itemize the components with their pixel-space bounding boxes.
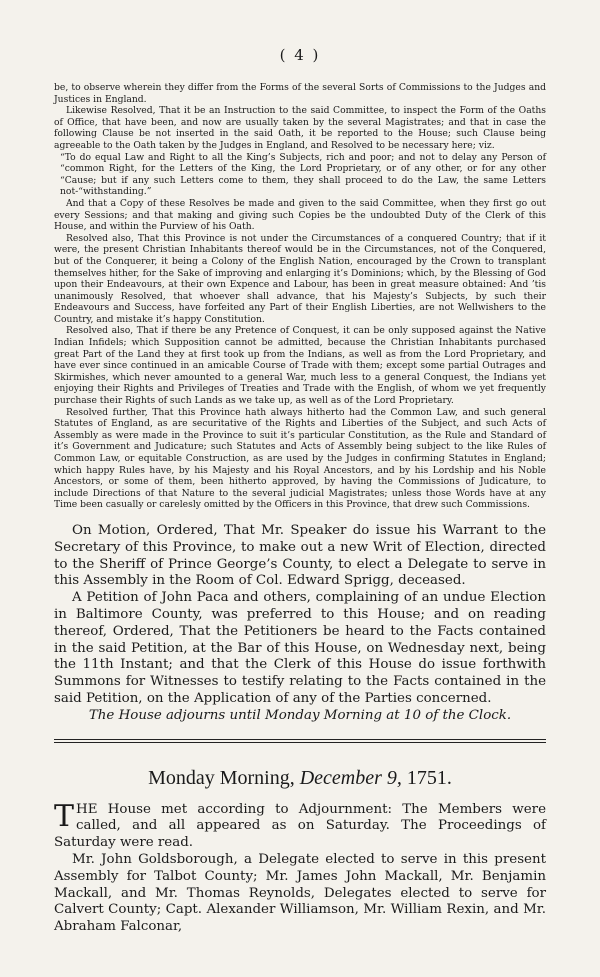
heading-year: 1751. [406,766,452,789]
section-heading [54,767,546,790]
page-number: ( 4 ) [279,46,321,64]
adjournment-line: The House adjourns until Monday Morning at 10 of the Clock. [88,707,512,723]
resolutions-block [54,82,546,511]
paragraph: Likewise Resolved, That it be an Instruction to the said Committee, to inspect the Form of the Oaths of Office, that have been, and now are usually taken by the several Magistrates; and that in case the following Clause be not inserted in the said Oath, it be reported to the House; such Clause being agreeable to the Oath taken by the Judges in England, and Resolved to be necessary here; viz. [54,105,546,151]
paragraph: Resolved further, That this Province hath always hitherto had the Common Law, and such general Statutes of England, as are securitative of the Rights and Liberties of the Subject, and such Acts of Assembly as were made in the Province to suit it’s particular Constitution, as the Rule and Standard of it’s Government and Judicature; such Statutes and Acts of Assembly being subject to the like Rules of Common Law, or equitable Construction, as are used by the Judges in confirming Statutes in England; which happy Rules have, by his Majesty and his Royal Ancestors, and by his Lordship and his Noble Ancestors, or some of them, been hitherto approved, by having the Commissions of Judicature, to include Directions of that Nature to the several judicial Magistrates; unless those Words have at any Time been casually or carelesly omitted by the Officers in this Province, that drew such Commissions. [54,406,546,511]
paragraph: Mr. John Goldsborough, a Delegate elected to serve in this present Assembly for Talbot County; Mr. James John Mackall, Mr. Benjamin Mackall, and Mr. Thomas Reynolds, Delegates elected to serve for Calvert County; Capt. Alexander Williamson, Mr. William Rexin, and Mr. Abraham Falconar, [54,851,546,935]
paragraph: And that a Copy of these Resolves be made and given to the said Committee, when they first go out every Sessions; and that making and giving such Copies be the undoubted Duty of the Clerk of this House, and within the Purview of his Oath. [54,197,546,233]
paragraph: Resolved also, That if there be any Pretence of Conquest, it can be only supposed against the Native Indian Infidels; which Supposition cannot be admitted, because the Christian Inhabitants purchased great Part of the Land they at first took up from the Indians, as well as from the Lord Proprietary, and have ever since continued in an amicable Course of Trade with them; except some partial Outrages and Skirmishes, which never amounted to a general War, much less to a general Conquest, the Indians yet enjoying their Rights and Privileges of Treaties and Trade with the English, of whom we yet frequently purchase their Rights of such Lands as we take up, as well as of the Lord Proprietary. [54,325,546,407]
paragraph: Resolved also, That this Province is not under the Circumstances of a conquered Country; that if it were, the present Christian Inhabitants thereof would be in the Circumstances, not of the Conquered, but of the Conquerer, it being a Colony of the English Nation, encouraged by the Crown to transplant themselves hither, for the Sake of improving and enlarging it’s Dominions; which, by the Blessing of God upon their Endeavours, at their own Expence and Labour, has been in great measure obtained: And ’tis unanimously Resolved, that whoever shall advance, that his Majesty’s Subjects, by such their Endeavours and Success, have forfeited any Part of their English Liberties, are not Wellwishers to the Country, and mistake it’s happy Constitution. [54,232,546,325]
divider [54,739,546,740]
motions-block [54,523,546,725]
drop-cap: T [54,798,75,834]
heading-day: Monday Morning, [148,766,295,789]
paragraph: be, to observe wherein they differ from the Forms of the several Sorts of Commissions to the Judges and Justices in England. [54,82,546,105]
paragraph [54,798,546,852]
oath-quote: “To do equal Law and Right to all the King’s Subjects, rich and poor; and not to delay any Person of “common Right, for the Letters of the King, the Lord Proprietary, or of any other, or for any other “Cause; but if any such Letters come to them, they shall proceed to do the Law, the same Letters not-“withstanding.” [60,151,546,198]
proceedings-block [54,798,546,936]
divider [54,742,546,743]
paragraph: A Petition of John Paca and others, complaining of an undue Election in Baltimore County, was preferred to this House; and on reading thereof, Ordered, That the Petitioners be heard to the Facts contained in the said Petition, at the Bar of this House, on Wednesday next, being the 11th Instant; and that the Clerk of this House do issue forthwith Summons for Witnesses to testify relating to the Facts contained in the said Petition, on the Application of any of the Parties concerned. [54,590,546,706]
paragraph-text: HE House met according to Adjournment: The Members were called, and all appeared as on Saturday. The Proceedings of Saturday were read. [54,801,546,851]
heading-date: December 9, [299,766,402,789]
paragraph: On Motion, Ordered, That Mr. Speaker do issue his Warrant to the Secretary of this Province, to make out a new Writ of Election, directed to the Sheriff of Prince George’s County, to elect a Delegate to serve in this Assembly in the Room of Col. Edward Sprigg, deceased. [54,522,546,589]
document-page [54,0,546,936]
